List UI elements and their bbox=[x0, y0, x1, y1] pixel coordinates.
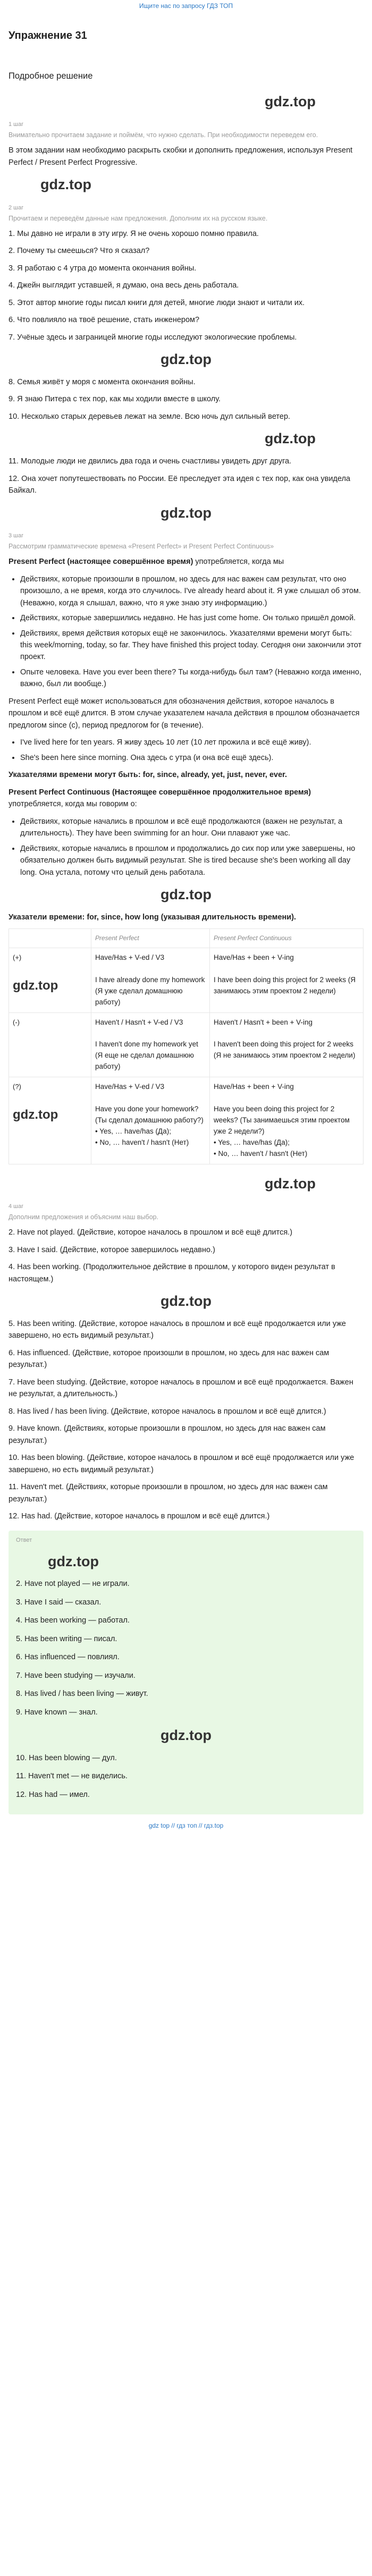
watermark: gdz.top bbox=[160, 886, 212, 902]
step-hint: Прочитаем и переведём данные нам предложения. Дополним их на русском языке. bbox=[9, 215, 268, 223]
sign-label: (-) bbox=[13, 1018, 20, 1026]
rule-heading: Present Perfect (настоящее совершённое время) bbox=[9, 558, 193, 567]
list-item: 11. Haven't met. (Действиях, которые произошли в прошлом, но здесь для нас важен сам результат.) bbox=[9, 1483, 328, 1504]
rule-heading-tail: употребляется, когда мы говорим о: bbox=[9, 800, 137, 809]
answer-item: 11. Haven't met — не виделись. bbox=[16, 1772, 128, 1781]
answer-item: 6. Has influenced — повлиял. bbox=[16, 1653, 120, 1662]
watermark: gdz.top bbox=[160, 351, 212, 368]
watermark: gdz.top bbox=[160, 1727, 212, 1744]
list-item: 5. Этот автор многие годы писал книги для детей, многие люди знают и читали их. bbox=[9, 298, 305, 307]
rule-intro bbox=[9, 556, 363, 568]
list-item: 9. Я знаю Питера с тех пор, как мы ходили вместе в школу. bbox=[9, 395, 221, 404]
list-item: • Действиях, время действия которых ещё не закончилось. Указателями времени могут быть: this week/morning, today, so far. They have finished this project today. Сегодня они закончили этот проект. bbox=[20, 628, 363, 663]
list-item: 5. Has been writing. (Действие, которое началось в прошлом и всё ещё продолжается или уже завершено, но есть видимый результат.) bbox=[9, 1319, 346, 1340]
list-item: • Опыте человека. Have you ever been there? Ты когда-нибудь был там? (Неважно когда именно, важно, был ли вообще.) bbox=[20, 666, 363, 690]
list-item: • I've lived here for ten years. Я живу здесь 10 лет (10 лет прожила и всё ещё живу). bbox=[20, 737, 363, 748]
answer-item: 8. Has lived / has been living — живут. bbox=[16, 1690, 148, 1699]
answer-item: 2. Have not played — не играли. bbox=[16, 1580, 130, 1589]
time-markers: Указатели времени: for, since, how long (указывая длительность времени). bbox=[9, 913, 297, 922]
answer-box bbox=[9, 1531, 363, 1814]
list-item: 8. Has lived / has been living. (Действие, которое началось в прошлом и всё ещё длится.) bbox=[9, 1407, 326, 1416]
list-item: 8. Семья живёт у моря с момента окончания войны. bbox=[9, 377, 196, 386]
answer-item: 7. Have been studying — изучали. bbox=[16, 1671, 136, 1680]
step-label: 3 шаг bbox=[9, 533, 24, 539]
table-header bbox=[9, 929, 91, 948]
table-cell: Haven't / Hasn't + been + V-ing I haven't been doing this project for 2 weeks (Я не занимаюсь этим проектом 2 недели) bbox=[210, 1012, 363, 1077]
step-text: В этом задании нам необходимо раскрыть скобки и дополнить предложения, используя Present Perfect / Present Perfect Progressive. bbox=[9, 146, 353, 167]
answer-label: Ответ bbox=[16, 1537, 32, 1544]
table-cell: Have/Has + been + V-ing I have been doing this project for 2 weeks (Я занимаюсь этим проектом 2 недели) bbox=[210, 948, 363, 1012]
table-header: Present Perfect bbox=[91, 929, 210, 948]
page-title: Упражнение 31 bbox=[9, 30, 87, 41]
list-item: 10. Несколько старых деревьев лежат на земле. Всю ночь дул сильный ветер. bbox=[9, 412, 291, 421]
step-label: 4 шаг bbox=[9, 1203, 24, 1210]
step-label: 1 шаг bbox=[9, 121, 24, 128]
watermark: gdz.top bbox=[160, 1293, 212, 1310]
list-item: 9. Have known. (Действиях, которые произошли в прошлом, но здесь для нас важен сам результат.) bbox=[9, 1424, 326, 1445]
grammar-table bbox=[9, 928, 363, 1164]
table-cell bbox=[9, 1012, 91, 1077]
table-cell: Have/Has + been + V-ing Have you been doing this project for 2 weeks? (Ты занимаешься этим проектом уже 2 недели?) • Yes, … have/has (Да); • No, … haven't / hasn't (Нет) bbox=[210, 1077, 363, 1164]
table-cell bbox=[9, 1077, 91, 1164]
list-item: 12. Has had. (Действие, которое началось в прошлом и всё ещё длится.) bbox=[9, 1512, 270, 1521]
answer-item: 3. Have I said — сказал. bbox=[16, 1598, 102, 1607]
sign-label: (?) bbox=[13, 1083, 21, 1091]
watermark: gdz.top bbox=[13, 978, 58, 993]
table-row bbox=[9, 1077, 363, 1164]
watermark: gdz.top bbox=[48, 1553, 99, 1569]
table-row bbox=[9, 948, 363, 1012]
list-item: • Действиях, которые начались в прошлом и всё ещё продолжаются (важен не результат, а длительность). They have been swimming for an hour. Они плавают уже час. bbox=[20, 816, 363, 840]
list-item: 6. Has influenced. (Действие, которое произошли в прошлом, но здесь для нас важен сам результат.) bbox=[9, 1348, 329, 1370]
sign-label: (+) bbox=[13, 953, 22, 961]
step-hint: Дополним предложения и объясним наш выбор. bbox=[9, 1213, 159, 1221]
list-item: 11. Молодые люди не двились два года и очень счастливы увидеть друг друга. bbox=[9, 457, 292, 466]
step-hint: Рассмотрим грамматические времена «Present Perfect» и Present Perfect Continuous» bbox=[9, 543, 274, 551]
watermark: gdz.top bbox=[40, 176, 91, 193]
list-item: • She's been here since morning. Она здесь с утра (и она всё ещё здесь). bbox=[20, 752, 363, 764]
list-item: • Действиях, которые завершились недавно. He has just come home. Он только пришёл домой. bbox=[20, 612, 363, 624]
step-label: 2 шаг bbox=[9, 204, 24, 211]
list-item: 7. Учёные здесь и заграницей многие годы исследуют экологические проблемы. bbox=[9, 333, 297, 342]
list-item: 3. Have I said. (Действие, которое завершилось недавно.) bbox=[9, 1245, 215, 1254]
table-cell: Have/Has + V-ed / V3 I have already done my homework (Я уже сделал домашнюю работу) bbox=[91, 948, 210, 1012]
list-item: 10. Has been blowing. (Действие, которое началось в прошлом и всё ещё продолжается или уже завершено, но есть видимый результат.) bbox=[9, 1454, 354, 1474]
table-cell: Have/Has + V-ed / V3 Have you done your homework? (Ты сделал домашнюю работу?) • Yes, … have/has (Да); • No, … haven't / hasn't (Нет) bbox=[91, 1077, 210, 1164]
example-list bbox=[9, 737, 363, 764]
list-item: 1. Мы давно не играли в эту игру. Я не очень хорошо помню правила. bbox=[9, 229, 259, 238]
list-item: 6. Что повлияло на твоё решение, стать инженером? bbox=[9, 316, 200, 325]
list-item: 4. Has been working. (Продолжительное действие в прошлом, у которого виден результат в настоящем.) bbox=[9, 1263, 335, 1283]
answer-item: 10. Has been blowing — дул. bbox=[16, 1753, 117, 1762]
watermark: gdz.top bbox=[265, 430, 316, 447]
list-item: 2. Have not played. (Действие, которое началось в прошлом и всё ещё длится.) bbox=[9, 1228, 293, 1237]
list-item: 3. Я работаю с 4 утра до момента окончания войны. bbox=[9, 264, 197, 273]
watermark: gdz.top bbox=[160, 504, 212, 521]
rule-text: Present Perfect ещё может использоваться для обозначения действия, которое началось в прошлом и всё ещё длится. В этом случае указателем начала действия в прошлом обозначается предлогом since (с), период предлогом for (в течение). bbox=[9, 697, 360, 730]
time-markers: Указателями времени могут быть: for, since, already, yet, just, never, ever. bbox=[9, 771, 288, 780]
table-header: Present Perfect Continuous bbox=[210, 929, 363, 948]
list-item: 2. Почему ты смеешься? Что я сказал? bbox=[9, 247, 150, 256]
table-header-row bbox=[9, 929, 363, 948]
watermark: gdz.top bbox=[265, 93, 316, 109]
table-row bbox=[9, 1012, 363, 1077]
answer-item: 12. Has had — имел. bbox=[16, 1790, 90, 1799]
footer-links[interactable]: gdz top // гдз топ // гдз.top bbox=[148, 1822, 224, 1830]
list-item: 7. Have been studying. (Действие, которое началось в прошлом и всё ещё продолжается. Важен не результат, а длительность.) bbox=[9, 1378, 353, 1399]
rule-heading: Present Perfect Continuous (Настоящее совершённое продолжительное время) bbox=[9, 788, 311, 797]
answer-item: 9. Have known — знал. bbox=[16, 1708, 98, 1717]
watermark: gdz.top bbox=[13, 1108, 58, 1122]
rule-list bbox=[9, 816, 363, 879]
rule-heading-tail: употребляется, когда мы bbox=[193, 558, 284, 567]
list-item: • Действиях, которые произошли в прошлом, но здесь для нас важен сам результат, что оно произошло, а не время, когда это случилось. I've already heard about it. Я уже слышал об этом. (Неважно, когда я слышал, важно, что я уже знаю эту информацию.) bbox=[20, 573, 363, 609]
step-hint: Внимательно прочитаем задание и поймём, что нужно сделать. При необходимости переведем его. bbox=[9, 131, 318, 139]
list-item: 4. Джейн выглядит уставшей, я думаю, она весь день работала. bbox=[9, 281, 239, 290]
watermark: gdz.top bbox=[265, 1175, 316, 1192]
answer-item: 5. Has been writing — писал. bbox=[16, 1634, 117, 1643]
list-item: • Действиях, которые начались в прошлом и продолжались до сих пор или уже завершены, но обязательно должен быть видимый результат. She is tired because she's been working all day long. Она устала, потому что целый день работала. bbox=[20, 843, 363, 879]
content bbox=[0, 28, 372, 1831]
answer-item: 4. Has been working — работал. bbox=[16, 1616, 130, 1625]
table-cell bbox=[9, 948, 91, 1012]
rule-list bbox=[9, 573, 363, 690]
rule-intro bbox=[9, 787, 363, 810]
list-item: 12. Она хочет попутешествовать по России. Её преследует эта идея с тех пор, как она увидела Байкал. bbox=[9, 474, 351, 495]
top-banner[interactable]: Ищите нас по запросу ГДЗ ТОП bbox=[139, 2, 233, 10]
section-title: Подробное решение bbox=[9, 71, 93, 81]
table-cell: Haven't / Hasn't + V-ed / V3 I haven't done my homework yet (Я еще не сделал домашнюю работу) bbox=[91, 1012, 210, 1077]
